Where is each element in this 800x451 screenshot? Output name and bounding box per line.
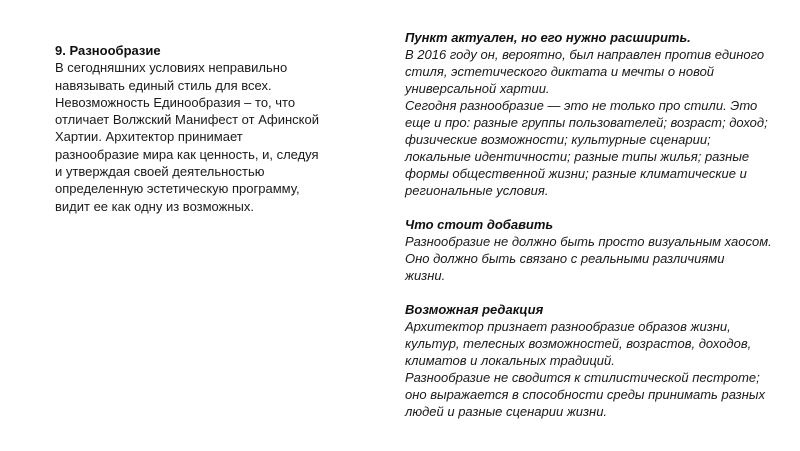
- item-text-line: определенную эстетическую программу,: [55, 181, 300, 197]
- block-title: Возможная редакция: [405, 302, 544, 317]
- item-text-line: видит ее как одну из возможных.: [55, 198, 254, 214]
- spacer: [405, 199, 777, 216]
- block-text-line: Разнообразие не должно быть просто визуальным хаосом.: [405, 234, 772, 249]
- block-text-line: Архитектор признает разнообразие образов жизни,: [405, 319, 731, 334]
- commentary: [405, 29, 777, 420]
- item-text-line: и утверждая своей деятельностью: [55, 164, 265, 180]
- block-text-line: людей и разные сценарии жизни.: [405, 404, 608, 419]
- item-text-line: навязывать единый стиль для всех.: [55, 77, 272, 93]
- commentary-block-relevance: [405, 29, 777, 199]
- block-text-line: формы общественной жизни; разные климатические и: [405, 166, 747, 181]
- item-text-line: разнообразие мира как ценность, и, следуя: [55, 146, 319, 162]
- block-text-line: физические возможности; культурные сценарии;: [405, 132, 711, 147]
- item-text-line: В сегодняшних условиях неправильно: [55, 60, 288, 76]
- manifesto-item: [55, 42, 345, 215]
- block-text-line: универсальной хартии.: [405, 81, 550, 96]
- block-text-line: культур, телесных возможностей, возрастов, доходов,: [405, 336, 752, 351]
- block-text-line: локальные идентичности; разные типы жилья; разные: [405, 149, 750, 164]
- commentary-block-revision: [405, 301, 777, 420]
- block-text-line: еще и про: разные группы пользователей; возраст; доход;: [405, 115, 768, 130]
- spacer: [405, 284, 777, 301]
- block-text-line: Разнообразие не сводится к стилистической пестроте;: [405, 370, 760, 385]
- commentary-block-additions: [405, 216, 777, 284]
- block-text-line: климатов и локальных традиций.: [405, 353, 615, 368]
- block-text-line: В 2016 году он, вероятно, был направлен против единого: [405, 47, 765, 62]
- item-heading: 9. Разнообразие: [55, 43, 161, 58]
- block-text-line: оно выражается в способности среды принимать разных: [405, 387, 765, 402]
- block-text-line: региональные условия.: [405, 183, 549, 198]
- block-text-line: Сегодня разнообразие — это не только про стили. Это: [405, 98, 758, 113]
- block-title: Что стоит добавить: [405, 217, 554, 232]
- block-title: Пункт актуален, но его нужно расширить.: [405, 30, 691, 45]
- block-text-line: жизни.: [405, 268, 446, 283]
- block-text-line: Оно должно быть связано с реальными различиями: [405, 251, 725, 266]
- block-text-line: стиля, эстетического диктата и мечты о новой: [405, 64, 715, 79]
- item-text-line: отличает Волжский Манифест от Афинской: [55, 112, 319, 128]
- item-text-line: Невозможность Единообразия – то, что: [55, 94, 296, 110]
- item-text-line: Хартии. Архитектор принимает: [55, 129, 243, 145]
